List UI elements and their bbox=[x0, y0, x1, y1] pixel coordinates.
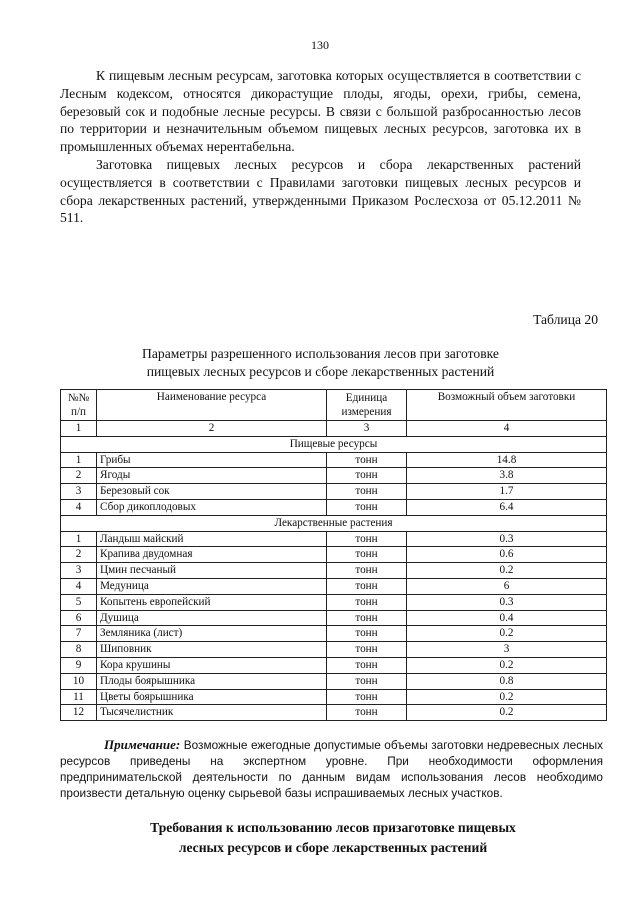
unit: тонн bbox=[327, 578, 407, 594]
unit: тонн bbox=[327, 547, 407, 563]
volume-value: 0.2 bbox=[407, 705, 607, 721]
unit: тонн bbox=[327, 610, 407, 626]
resource-name: Грибы bbox=[97, 452, 327, 468]
row-number: 11 bbox=[61, 689, 97, 705]
header-volume: Возможный объем заготовки bbox=[407, 390, 607, 421]
unit: тонн bbox=[327, 642, 407, 658]
header-unit-line-2: измерения bbox=[341, 406, 392, 418]
unit: тонн bbox=[327, 673, 407, 689]
row-number: 2 bbox=[61, 547, 97, 563]
paragraph-harvesting-rules: Заготовка пищевых лесных ресурсов и сбора лекарственных растений осуществляется в соответствии с Правилами заготовки пищевых лесных ресурсов и сбора лекарственных растений, утвержденными Приказом Рослесхоза от 05.12.2011 № 511. bbox=[60, 157, 581, 226]
row-number: 3 bbox=[61, 563, 97, 579]
table-row bbox=[61, 563, 607, 579]
unit: тонн bbox=[327, 531, 407, 547]
resource-name: Медуница bbox=[97, 578, 327, 594]
table-row bbox=[61, 578, 607, 594]
note-text: Возможные ежегодные допустимые объемы заготовки недревесных лесных ресурсов приведены на экспертном уровне. При необходимости оформления предпринимательской деятельности по данным видам использования лесов необходимо произвести детальную оценку сырьевой базы испрашиваемых лесных участков. bbox=[60, 738, 603, 800]
row-number: 9 bbox=[61, 657, 97, 673]
header-number bbox=[61, 390, 97, 421]
resource-name: Шиповник bbox=[97, 642, 327, 658]
resource-name: Березовый сок bbox=[97, 484, 327, 500]
volume-value: 6 bbox=[407, 578, 607, 594]
resource-name: Цветы боярышника bbox=[97, 689, 327, 705]
unit: тонн bbox=[327, 563, 407, 579]
header-number-line-2: п/п bbox=[70, 406, 87, 418]
row-number: 4 bbox=[61, 499, 97, 515]
volume-value: 0.2 bbox=[407, 563, 607, 579]
resource-name: Ландыш майский bbox=[97, 531, 327, 547]
resource-name: Сбор дикоплодовых bbox=[97, 499, 327, 515]
row-number: 2 bbox=[61, 468, 97, 484]
table-row bbox=[61, 547, 607, 563]
unit: тонн bbox=[327, 657, 407, 673]
table-row bbox=[61, 705, 607, 721]
volume-value: 3 bbox=[407, 642, 607, 658]
table-row bbox=[61, 531, 607, 547]
resources-table bbox=[60, 389, 607, 721]
unit: тонн bbox=[327, 468, 407, 484]
row-number: 5 bbox=[61, 594, 97, 610]
unit: тонн bbox=[327, 484, 407, 500]
volume-value: 0.6 bbox=[407, 547, 607, 563]
column-number: 1 bbox=[61, 421, 97, 437]
resource-name: Душица bbox=[97, 610, 327, 626]
table-row bbox=[61, 499, 607, 515]
paragraph-food-resources: К пищевым лесным ресурсам, заготовка которых осуществляется в соответствии с Лесным кодексом, относятся дикорастущие плоды, ягоды, орехи, грибы, семена, березовый сок и подобные лесные ресурсы. В связи с большой разбросанностью лесов по территории и незначительным объемом пищевых лесных ресурсов, заготовка их в промышленных объемах нерентабельна. bbox=[60, 68, 581, 155]
table-caption bbox=[60, 345, 581, 381]
row-number: 10 bbox=[61, 673, 97, 689]
table-row bbox=[61, 484, 607, 500]
resource-name: Тысячелистник bbox=[97, 705, 327, 721]
section-food-resources bbox=[61, 436, 607, 452]
table-row bbox=[61, 452, 607, 468]
unit: тонн bbox=[327, 594, 407, 610]
volume-value: 0.3 bbox=[407, 531, 607, 547]
volume-value: 1.7 bbox=[407, 484, 607, 500]
row-number: 12 bbox=[61, 705, 97, 721]
note bbox=[60, 737, 603, 801]
table-caption-line-1: Параметры разрешенного использования лесов при заготовке bbox=[142, 346, 499, 361]
row-number: 1 bbox=[61, 452, 97, 468]
table-row bbox=[61, 610, 607, 626]
volume-value: 6.4 bbox=[407, 499, 607, 515]
section-heading-line-1: Требования к использованию лесов призаготовке пищевых bbox=[150, 820, 516, 835]
page-number: 130 bbox=[311, 38, 329, 52]
unit: тонн bbox=[327, 499, 407, 515]
unit: тонн bbox=[327, 689, 407, 705]
resource-name: Копытень европейский bbox=[97, 594, 327, 610]
volume-value: 0.4 bbox=[407, 610, 607, 626]
unit: тонн bbox=[327, 705, 407, 721]
section-medicinal-plants bbox=[61, 515, 607, 531]
table-row bbox=[61, 468, 607, 484]
table-row bbox=[61, 673, 607, 689]
row-number: 8 bbox=[61, 642, 97, 658]
volume-value: 3.8 bbox=[407, 468, 607, 484]
volume-value: 0.2 bbox=[407, 657, 607, 673]
table-row bbox=[61, 689, 607, 705]
table-row bbox=[61, 642, 607, 658]
resource-name: Крапива двудомная bbox=[97, 547, 327, 563]
section-heading bbox=[60, 818, 606, 858]
section-food-resources-label: Пищевые ресурсы bbox=[61, 436, 607, 452]
table-body bbox=[61, 436, 607, 720]
header-number-line-1: №№ bbox=[67, 392, 90, 404]
row-number: 4 bbox=[61, 578, 97, 594]
column-number-row bbox=[61, 421, 607, 437]
unit: тонн bbox=[327, 626, 407, 642]
unit: тонн bbox=[327, 452, 407, 468]
volume-value: 0.2 bbox=[407, 626, 607, 642]
table-row bbox=[61, 594, 607, 610]
row-number: 6 bbox=[61, 610, 97, 626]
volume-value: 0.3 bbox=[407, 594, 607, 610]
header-unit-line-1: Единица bbox=[345, 392, 388, 404]
volume-value: 14.8 bbox=[407, 452, 607, 468]
section-medicinal-plants-label: Лекарственные растения bbox=[61, 515, 607, 531]
resource-name: Ягоды bbox=[97, 468, 327, 484]
section-heading-line-2: лесных ресурсов и сборе лекарственных растений bbox=[178, 840, 488, 855]
header-name: Наименование ресурса bbox=[97, 390, 327, 421]
note-label: Примечание: bbox=[104, 737, 181, 752]
table-header-row bbox=[61, 390, 607, 421]
resource-name: Земляника (лист) bbox=[97, 626, 327, 642]
volume-value: 0.2 bbox=[407, 689, 607, 705]
header-unit bbox=[327, 390, 407, 421]
resource-name: Плоды боярышника bbox=[97, 673, 327, 689]
volume-value: 0.8 bbox=[407, 673, 607, 689]
table-caption-line-2: пищевых лесных ресурсов и сборе лекарственных растений bbox=[146, 364, 495, 379]
row-number: 1 bbox=[61, 531, 97, 547]
table-row bbox=[61, 626, 607, 642]
table-label: Таблица 20 bbox=[533, 312, 598, 327]
column-number: 4 bbox=[407, 421, 607, 437]
column-number: 3 bbox=[327, 421, 407, 437]
resource-name: Кора крушины bbox=[97, 657, 327, 673]
row-number: 7 bbox=[61, 626, 97, 642]
resource-name: Цмин песчаный bbox=[97, 563, 327, 579]
table-row bbox=[61, 657, 607, 673]
column-number: 2 bbox=[97, 421, 327, 437]
row-number: 3 bbox=[61, 484, 97, 500]
